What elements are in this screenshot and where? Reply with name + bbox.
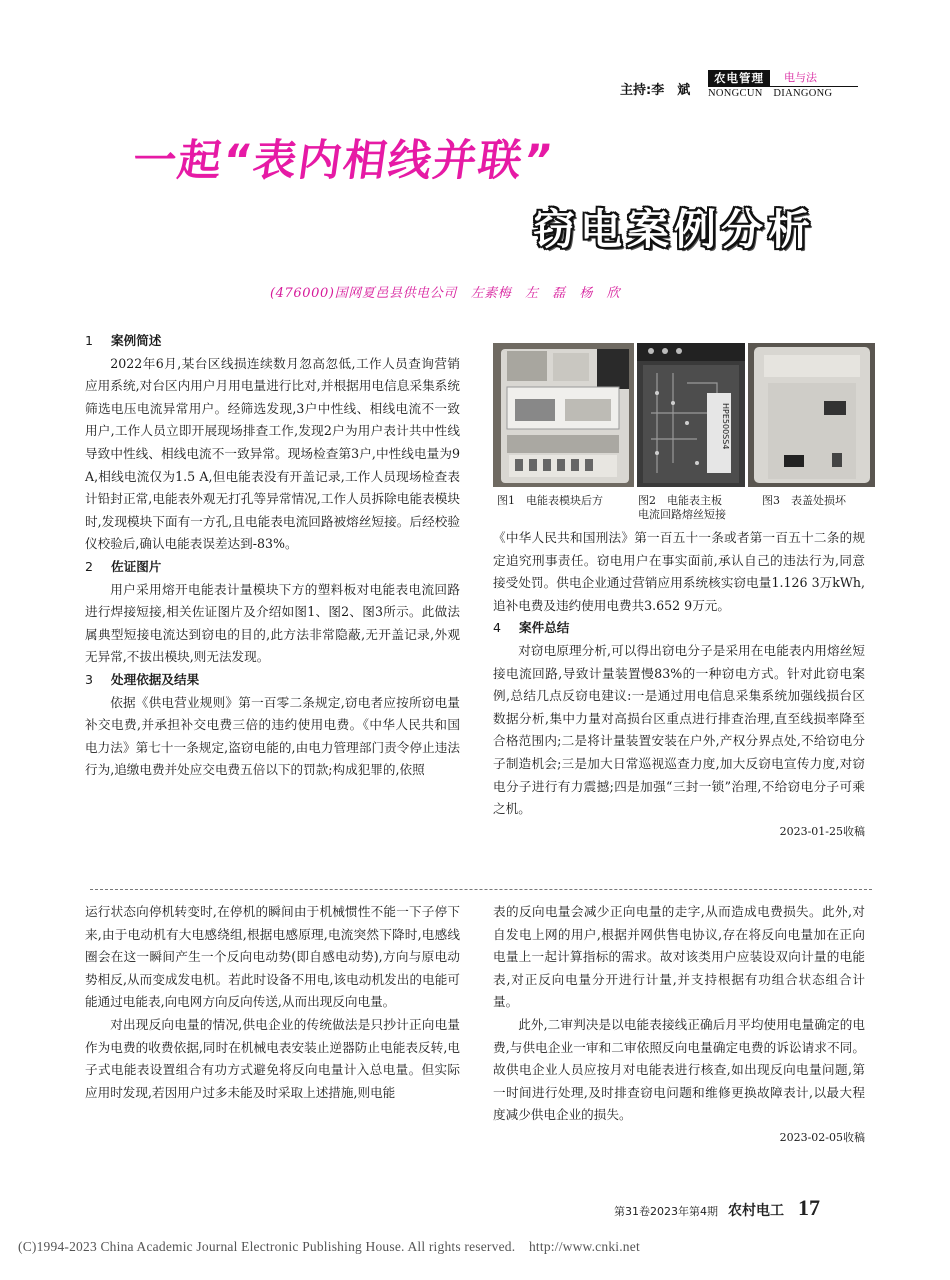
received-date: 2023-01-25收稿 bbox=[779, 824, 865, 838]
figure3-photo bbox=[748, 343, 875, 487]
section-divider bbox=[90, 889, 872, 890]
bottom-left-column bbox=[85, 901, 460, 1104]
section-number: 3 bbox=[85, 671, 94, 687]
paragraph: 《中华人民共和国刑法》第一百五十一条或者第一百五十二条的规定追究刑事责任。窃电用户在事实面前,承认自己的违法行为,同意接受处罚。供电企业通过营销应用系统核实窃电量1.126 3万kWh,追补电费及违约使用电费共3.652 9万元。 bbox=[493, 530, 865, 613]
paragraph: 表的反向电量会减少正向电量的走字,从而造成电费损失。此外,对自发电上网的用户,根据并网供售电协议,存在将反向电量加在正向电量上一起计算指标的需求。故对该类用户应装设双向计量的电能表,对正反向电量分开进行计量,并支持根据有功组合状态组合计量。 bbox=[493, 904, 865, 1010]
section-number: 4 bbox=[493, 620, 502, 636]
svg-text:HPE500SS4: HPE500SS4 bbox=[721, 403, 730, 450]
section-number: 2 bbox=[85, 558, 94, 574]
paragraph: 此外,二审判决是以电能表接线正确后月平均使用电量确定的电费,与供电企业一审和二审依照反向电量确定电费的诉讼请求不同。故供电企业人员应按月对电能表进行核查,如出现反向电量问题,第一时间进行处理,及时排查窃电问题和维修更换故障表计,以最大程度减少供电企业的损失。 bbox=[493, 1016, 865, 1123]
brand-column-name: 农电管理 bbox=[708, 70, 770, 86]
paragraph: 运行状态向停机转变时,在停机的瞬间由于机械惯性不能一下子停下来,由于电动机有大电感绕组,根据电感原理,电流突然下降时,电感线圈会在这一瞬间产生一个反向电动势(即自感电动势),方向与原电动势相反,从而变成发电机。若此时设备不用电,该电动机发出的电能可能通过电能表,向电网方向反向传送,从而出现反向电量。 bbox=[85, 904, 460, 1010]
page-number: 17 bbox=[798, 1195, 820, 1220]
paragraph: 2022年6月,某台区线损连续数月忽高忽低,工作人员查询营销应用系统,对台区内用户月用电量进行比对,并根据用电信息采集系统筛选电压电流异常用户。经筛选发现,3户中性线、相线电流不一致用户,工作人员立即开展现场排查工作,发现2户为用户表计共中性线导致中性线、相线电流不一致异常。现场检查第3户,中性线电量为9 A,相线电流仅为1.5 A,但电能表没有开盖记录,工作人员现场检查表计铅封正常,电能表外观无打孔等异常情况,工作人员拆除电能表模块时,发现模块下面有一方孔,且电能表电流回路被熔丝短接。后经校验仪校验后,确认电能表误差达到-83%。 bbox=[85, 355, 460, 552]
paragraph: 依据《供电营业规则》第一百零二条规定,窃电者应按所窃电量补交电费,并承担补交电费三倍的违约使用电费。《中华人民共和国电力法》第七十一条规定,盗窃电能的,由电力管理部门责令停止违法行为,追缴电费并处应交电费五倍以下的罚款;构成犯罪的,依照 bbox=[85, 694, 460, 778]
brand-divider bbox=[708, 86, 858, 87]
article-title-line2: 窃电案例分析 bbox=[533, 205, 816, 254]
page-footer bbox=[614, 1195, 820, 1221]
section-title: 处理依据及结果 bbox=[111, 671, 200, 687]
section-title: 案件总结 bbox=[519, 620, 570, 636]
section-title: 案例简述 bbox=[111, 333, 162, 348]
figure1-caption: 图1 电能表模块后方 bbox=[497, 494, 603, 507]
brand-english: NONGCUN DIANGONG bbox=[708, 88, 833, 99]
figure2-caption: 图2 电能表主板 电流回路熔丝短接 bbox=[638, 494, 726, 521]
magazine-name: 农村电工 bbox=[728, 1203, 784, 1219]
paragraph: 对出现反向电量的情况,供电企业的传统做法是只抄计正向电量作为电费的收费依据,同时在机械电表安装止逆器防止电能表反转,电子式电能表设置组合有功方式避免将反向电量计入总电量。但实际应用时发现,若因用户过多未能及时采取上述措施,则电能 bbox=[85, 1016, 460, 1100]
paragraph: 用户采用熔开电能表计量模块下方的塑料板对电能表电流回路进行焊接短接,相关佐证图片及介绍如图1、图2、图3所示。此做法属典型短接电流达到窃电的目的,此方法非常隐蔽,无开盖记录,外观无异常,不拔出模块,则无法发现。 bbox=[85, 581, 460, 665]
section-number: 1 bbox=[85, 333, 94, 348]
bottom-right-column bbox=[493, 901, 865, 1150]
section-heading bbox=[85, 669, 460, 692]
column-host: 主持:李 斌 bbox=[620, 83, 691, 98]
received-date: 2023-02-05收稿 bbox=[779, 1130, 865, 1144]
copyright-notice: (C)1994-2023 China Academic Journal Electronic Publishing House. All rights reserved. http://www.cnki.net bbox=[18, 1239, 640, 1254]
left-column bbox=[85, 330, 460, 782]
article-authors: (476000)国网夏邑县供电公司 左素梅 左 磊 杨 欣 bbox=[270, 286, 621, 301]
figure1-photo bbox=[493, 343, 634, 487]
issue-info: 第31卷2023年第4期 bbox=[614, 1205, 718, 1218]
figure2-photo bbox=[637, 343, 745, 487]
section-heading bbox=[85, 556, 460, 579]
article-title-line1: 一起“表内相线并联” bbox=[129, 136, 558, 186]
section-title: 佐证图片 bbox=[111, 558, 162, 574]
paragraph: 对窃电原理分析,可以得出窃电分子是采用在电能表内用熔丝短接电流回路,导致计量装置慢83%的一种窃电方式。针对此窃电案例,总结几点反窃电建议:一是通过用电信息采集系统加强线损台区数据分析,集中力量对高损台区重点进行排查治理,直至线损率降至合格范围内;二是将计量装置安装在户外,产权分界点处,不给窃电分子制造机会;三是加大日常巡视巡查力度,加大反窃电宣传力度,对窃电分子进行有力震撼;四是加强“三封一锁”治理,不给窃电分子可乘之机。 bbox=[493, 642, 865, 817]
magazine-brand bbox=[708, 70, 858, 100]
right-column bbox=[493, 527, 865, 843]
section-heading bbox=[85, 330, 460, 353]
figure3-caption: 图3 表盖处损坏 bbox=[762, 494, 846, 507]
section-heading bbox=[493, 617, 865, 640]
brand-subcolumn: 电与法 bbox=[784, 71, 817, 84]
